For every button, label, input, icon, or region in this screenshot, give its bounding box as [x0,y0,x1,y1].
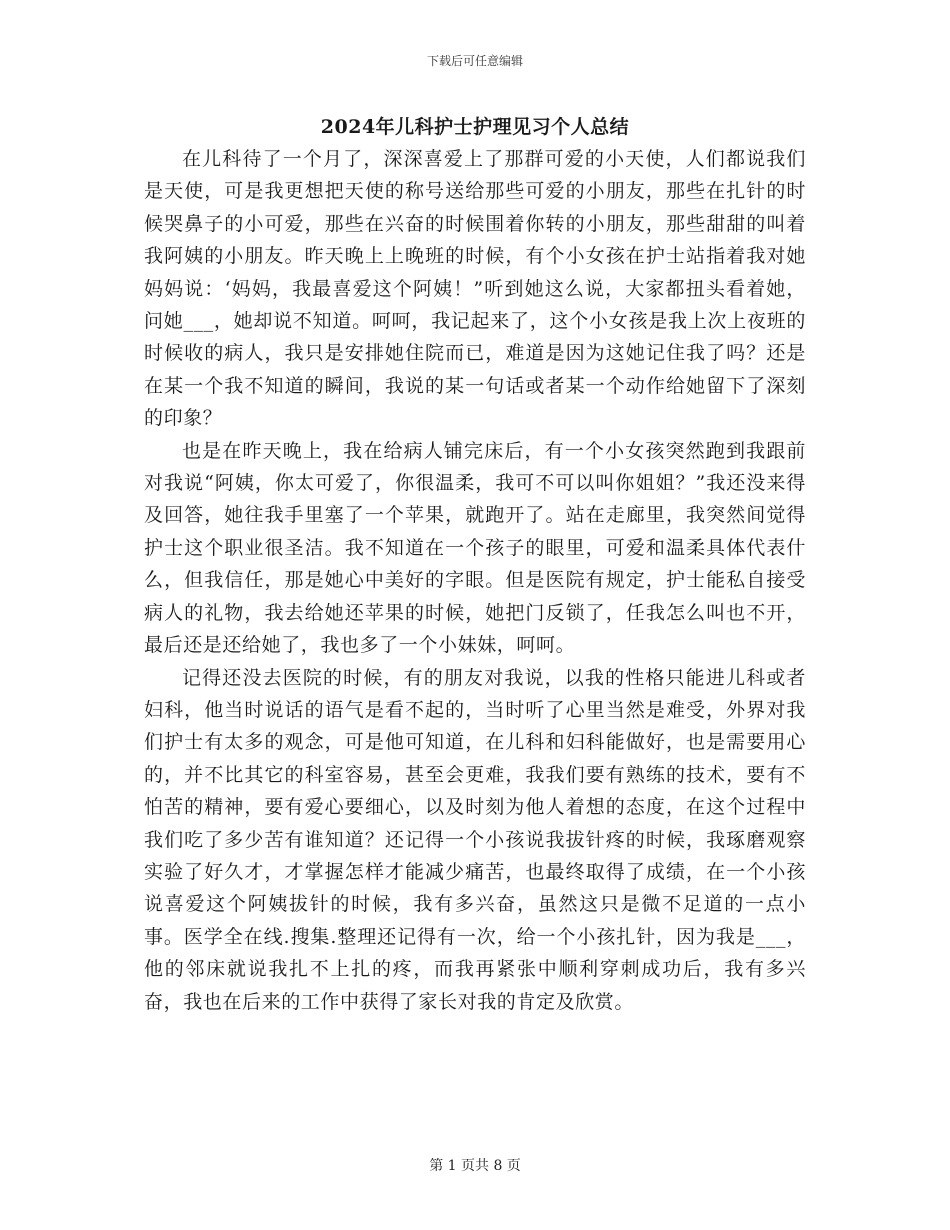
header-note: 下载后可任意编辑 [426,54,523,68]
page-footer: 第 1 页共 8 页 [429,1158,521,1174]
paragraph-1: 在儿科待了一个月了，深深喜爱上了那群可爱的小天使，人们都说我们是天使，可是我更想把天使的称号送给那些可爱的小朋友，那些在扎针的时候哭鼻子的小可爱，那些在兴奋的时候围着你转的小朋友，那些甜甜的叫着我阿姨的小朋友。昨天晚上上晚班的时候，有个小女孩在护士站指着我对她妈妈说：‘妈妈，我最喜爱这个阿姨！”听到她这么说，大家都扭头看着她，问她___，她却说不知道。呵呵，我记起来了，这个小女孩是我上次上夜班的时候收的病人，我只是安排她住院而已，难道是因为这她记住我了吗？还是在某一个我不知道的瞬间，我说的某一句话或者某一个动作给她留下了深刻的印象？ [144,148,806,430]
paragraph-2: 也是在昨天晚上，我在给病人铺完床后，有一个小女孩突然跑到我跟前对我说“阿姨，你太可爱了，你很温柔，我可不可以叫你姐姐？”我还没来得及回答，她往我手里塞了一个苹果，就跑开了。站在走廊里，我突然间觉得护士这个职业很圣洁。我不知道在一个孩子的眼里，可爱和温柔具体代表什么，但我信任，那是她心中美好的字眼。但是医院有规定，护士能私自接受病人的礼物，我去给她还苹果的时候，她把门反锁了，任我怎么叫也不开，最后还是还给她了，我也多了一个小妹妹，呵呵。 [144,439,806,657]
document-title: 2024年儿科护士护理见习个人总结 [320,116,630,138]
paragraph-3: 记得还没去医院的时候，有的朋友对我说，以我的性格只能进儿科或者妇科，他当时说话的语气是看不起的，当时听了心里当然是难受，外界对我们护士有太多的观念，可是他可知道，在儿科和妇科能做好，也是需要用心的，并不比其它的科室容易，甚至会更难，我我们要有熟练的技术，要有不怕苦的精神，要有爱心要细心，以及时刻为他人着想的态度，在这个过程中我们吃了多少苦有谁知道？还记得一个小孩说我拔针疼的时候，我琢磨观察实验了好久才，才掌握怎样才能减少痛苦，也最终取得了成绩，在一个小孩说喜爱这个阿姨拔针的时候，我有多兴奋，虽然这只是微不足道的一点小事。医学全在线.搜集.整理还记得有一次，给一个小孩扎针，因为我是___，他的邻床就说我扎不上扎的疼，而我再紧张中顺利穿刺成功后，我有多兴奋，我也在后来的工作中获得了家长对我的肯定及欣赏。 [144,666,806,1013]
document-body [144,143,806,1018]
